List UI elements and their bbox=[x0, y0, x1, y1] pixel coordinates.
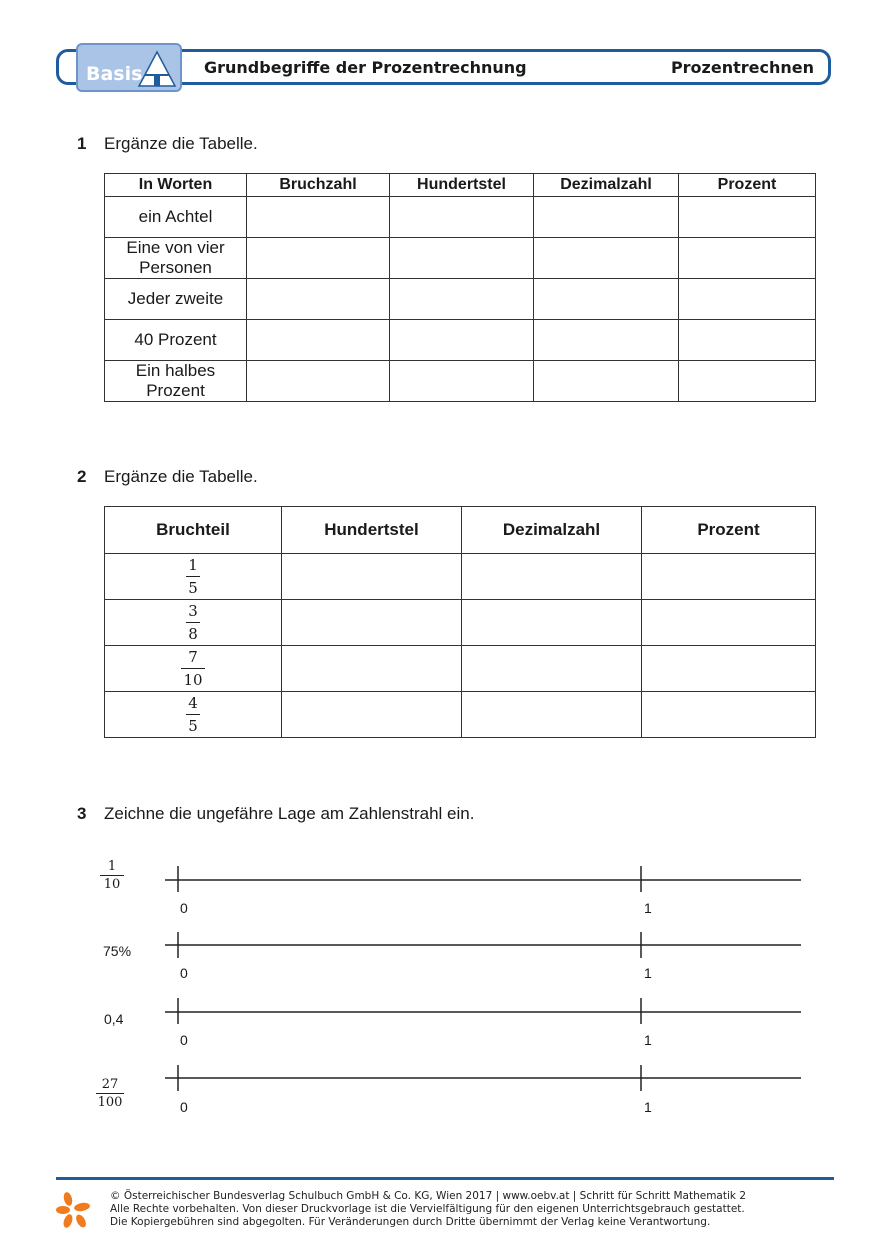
row-label-line: Prozent bbox=[146, 381, 205, 400]
row-label-line: Eine von vier bbox=[126, 238, 225, 257]
basis-logo-text: Basis bbox=[86, 63, 143, 85]
numerator: 27 bbox=[101, 1077, 119, 1092]
number-line-4[interactable] bbox=[165, 1065, 801, 1091]
denominator: 10 bbox=[103, 877, 121, 892]
denominator: 5 bbox=[188, 578, 198, 597]
footer-line: Alle Rechte vorbehalten. Von dieser Druckvorlage ist die Vervielfältigung für den eigenen Unterrichtsgebrauch gestattet. bbox=[110, 1203, 745, 1215]
task-3-number: 3 bbox=[77, 804, 87, 823]
number-line-1-fraction bbox=[100, 859, 124, 892]
row-label-line: Ein halbes bbox=[135, 361, 216, 380]
page-topic: Prozentrechnen bbox=[670, 58, 814, 77]
numerator: 4 bbox=[188, 693, 198, 712]
col-header: Prozent bbox=[642, 507, 816, 554]
number-line-1[interactable] bbox=[165, 866, 801, 892]
one-label: 1 bbox=[644, 1099, 652, 1115]
zero-label: 0 bbox=[180, 900, 188, 916]
one-label: 1 bbox=[644, 900, 652, 916]
footer-copyright bbox=[110, 1190, 746, 1229]
denominator: 8 bbox=[188, 624, 198, 643]
numerator: 1 bbox=[107, 859, 117, 874]
col-header: Prozent bbox=[679, 174, 816, 197]
task-2-instruction: Ergänze die Tabelle. bbox=[104, 467, 258, 486]
number-line-2-label: 75% bbox=[103, 943, 132, 959]
task-1-number: 1 bbox=[77, 134, 87, 153]
fraction-bar bbox=[100, 875, 124, 876]
numerator: 7 bbox=[188, 647, 198, 666]
one-label: 1 bbox=[644, 965, 652, 981]
row-label-line: ein Achtel bbox=[138, 207, 213, 226]
number-line-2[interactable] bbox=[165, 932, 801, 958]
footer-line: © Österreichischer Bundesverlag Schulbuch GmbH & Co. KG, Wien 2017 | www.oebv.at | Schritt für Schritt Mathematik 2 bbox=[110, 1190, 747, 1202]
zero-label: 0 bbox=[180, 1099, 188, 1115]
task-2-number: 2 bbox=[77, 467, 87, 486]
number-line-4-fraction bbox=[96, 1077, 124, 1110]
col-header: Hundertstel bbox=[282, 507, 462, 554]
denominator: 100 bbox=[97, 1095, 123, 1110]
col-header: Hundertstel bbox=[390, 174, 534, 197]
zero-label: 0 bbox=[180, 1032, 188, 1048]
row-label-line: Personen bbox=[139, 258, 212, 277]
footer-divider bbox=[56, 1177, 834, 1180]
numerator: 1 bbox=[188, 555, 198, 574]
footer-line: Die Kopiergebühren sind abgegolten. Für Veränderungen durch Dritte übernimmt der Verlag keine Verantwortung. bbox=[110, 1216, 711, 1228]
col-header: Dezimalzahl bbox=[462, 507, 642, 554]
fraction-bar bbox=[96, 1093, 124, 1094]
row-label-line: 40 Prozent bbox=[134, 330, 217, 349]
publisher-logo-icon bbox=[54, 1190, 94, 1230]
denominator: 10 bbox=[183, 670, 203, 689]
number-line-3-label: 0,4 bbox=[104, 1011, 124, 1027]
page-title: Grundbegriffe der Prozentrechnung bbox=[204, 58, 527, 77]
task-1-instruction: Ergänze die Tabelle. bbox=[104, 134, 258, 153]
col-header: In Worten bbox=[105, 174, 247, 197]
row-label-line: Jeder zweite bbox=[127, 289, 224, 308]
numerator: 3 bbox=[188, 601, 198, 620]
col-header: Bruchzahl bbox=[247, 174, 390, 197]
col-header: Dezimalzahl bbox=[534, 174, 679, 197]
denominator: 5 bbox=[188, 716, 198, 735]
number-line-3[interactable] bbox=[165, 998, 801, 1024]
task-3-instruction: Zeichne die ungefähre Lage am Zahlenstrahl ein. bbox=[104, 804, 475, 823]
one-label: 1 bbox=[644, 1032, 652, 1048]
col-header: Bruchteil bbox=[105, 507, 282, 554]
zero-label: 0 bbox=[180, 965, 188, 981]
